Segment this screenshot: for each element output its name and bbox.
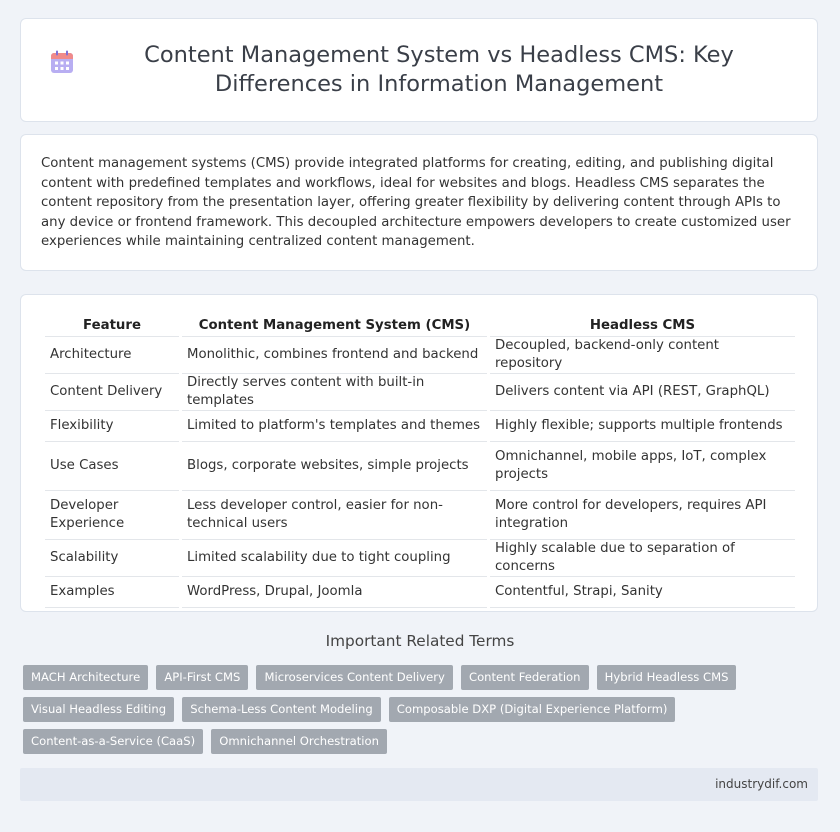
related-term-tag[interactable]: API-First CMS — [156, 665, 248, 690]
related-term-tag[interactable]: Microservices Content Delivery — [256, 665, 452, 690]
intro-paragraph: Content management systems (CMS) provide integrated platforms for creating, editing, and publishing digital content with predefined templates and workflows, ideal for websites and blogs. Headless CMS separates the content repository from the presentation layer, offering greater flexibility by delivering content through APIs to any device or frontend framework. This decoupled architecture empowers developers to create customized user experiences while maintaining centralized content management. — [41, 156, 791, 249]
title-card — [20, 18, 818, 122]
feature-cell: Examples — [45, 577, 179, 608]
table-row — [45, 374, 795, 411]
cms-cell: Less developer control, easier for non-technical users — [182, 491, 487, 540]
feature-cell: Use Cases — [45, 442, 179, 491]
footer-site-link[interactable]: industrydif.com — [715, 777, 808, 791]
related-term-tag[interactable]: Composable DXP (Digital Experience Platform) — [389, 697, 676, 722]
headless-cell: More control for developers, requires API integration — [490, 491, 795, 540]
feature-cell: Flexibility — [45, 411, 179, 442]
cms-cell: WordPress, Drupal, Joomla — [182, 577, 487, 608]
intro-card — [20, 134, 818, 271]
feature-cell: Developer Experience — [45, 491, 179, 540]
headless-cell: Delivers content via API (REST, GraphQL) — [490, 374, 795, 411]
feature-cell: Architecture — [45, 337, 179, 374]
headless-cell: Decoupled, backend-only content repository — [490, 337, 795, 374]
headless-cell: Highly scalable due to separation of concerns — [490, 540, 795, 577]
related-term-tag[interactable]: MACH Architecture — [23, 665, 148, 690]
headless-cell: Contentful, Strapi, Sanity — [490, 577, 795, 608]
headless-cell: Omnichannel, mobile apps, IoT, complex projects — [490, 442, 795, 491]
table-header-row — [45, 313, 795, 337]
cms-cell: Directly serves content with built-in templates — [182, 374, 487, 411]
headless-cell: Highly flexible; supports multiple frontends — [490, 411, 795, 442]
cms-cell: Limited to platform's templates and themes — [182, 411, 487, 442]
table-row — [45, 442, 795, 491]
comparison-table — [42, 313, 798, 608]
header-feature: Feature — [45, 313, 179, 337]
related-term-tag[interactable]: Visual Headless Editing — [23, 697, 174, 722]
header-cms: Content Management System (CMS) — [182, 313, 487, 337]
table-row — [45, 491, 795, 540]
related-term-tag[interactable]: Content Federation — [461, 665, 589, 690]
page-title: Content Management System vs Headless CMS: Key Differences in Information Management — [144, 42, 734, 97]
related-terms-list — [23, 665, 813, 761]
related-term-tag[interactable]: Omnichannel Orchestration — [211, 729, 387, 754]
table-row — [45, 577, 795, 608]
table-row — [45, 411, 795, 442]
related-term-tag[interactable]: Content-as-a-Service (CaaS) — [23, 729, 203, 754]
table-row — [45, 540, 795, 577]
header-headless: Headless CMS — [490, 313, 795, 337]
footer — [20, 768, 818, 801]
related-term-tag[interactable]: Schema-Less Content Modeling — [182, 697, 380, 722]
feature-cell: Content Delivery — [45, 374, 179, 411]
cms-cell: Blogs, corporate websites, simple projects — [182, 442, 487, 491]
related-term-tag[interactable]: Hybrid Headless CMS — [597, 665, 737, 690]
cms-cell: Limited scalability due to tight coupling — [182, 540, 487, 577]
feature-cell: Scalability — [45, 540, 179, 577]
related-terms-heading: Important Related Terms — [325, 632, 515, 650]
comparison-table-card — [20, 294, 818, 612]
table-row — [45, 337, 795, 374]
calendar-icon — [49, 49, 75, 75]
cms-cell: Monolithic, combines frontend and backend — [182, 337, 487, 374]
